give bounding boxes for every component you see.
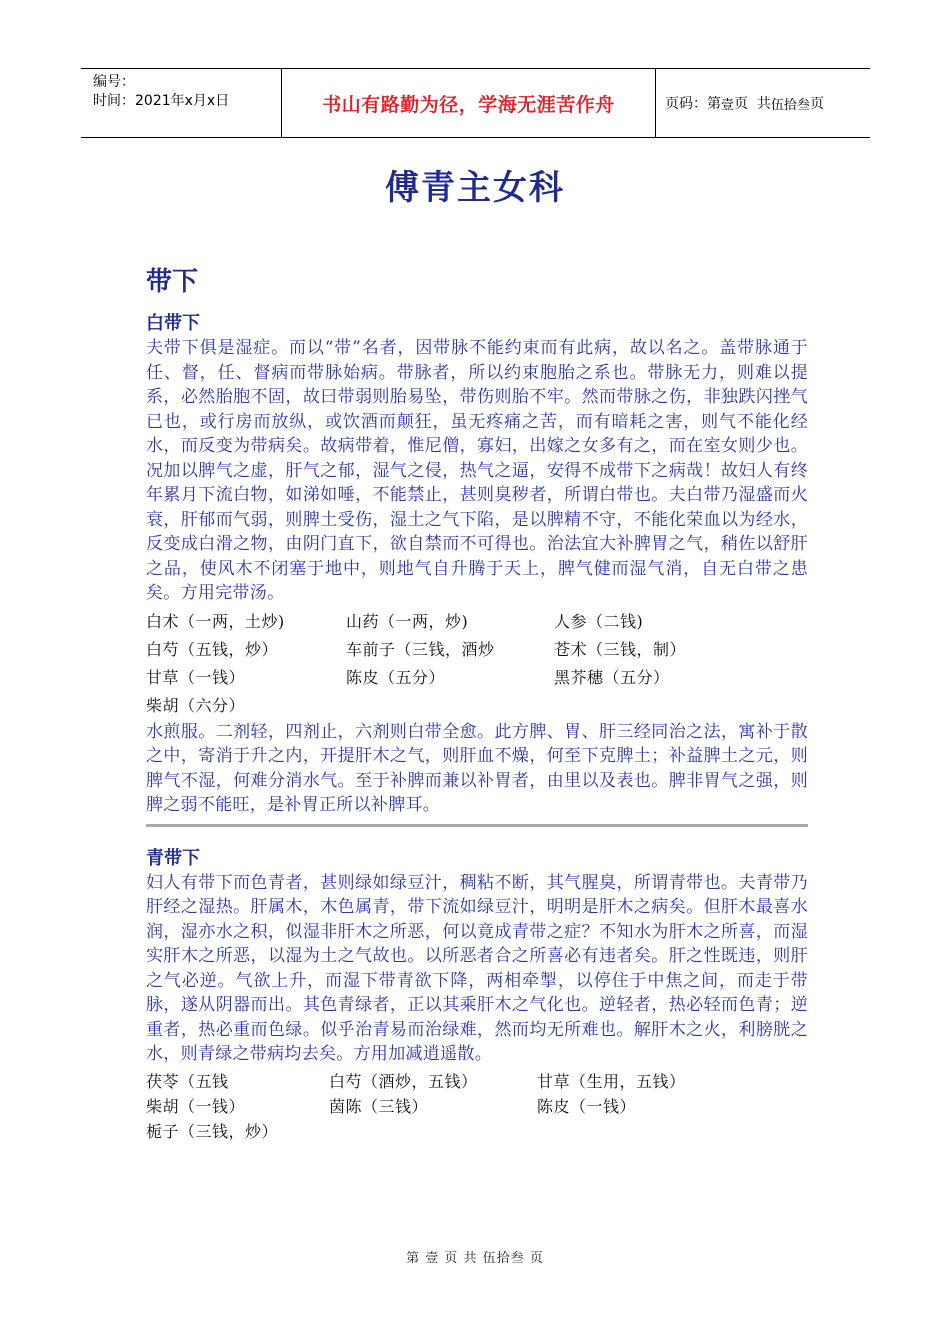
date-label: 时间：2021年x月x日 [93,93,230,109]
header-meta [81,69,282,137]
page-end: 页 [809,96,824,112]
herb-item: 白芍（酒炒，五钱） [329,1071,478,1091]
herb-item: 茯苓（五钱 [146,1071,229,1091]
header-motto: 书山有路勤为径，学海无涯苦作舟 [282,69,656,137]
page-mid: 页 共 [734,96,771,112]
herb-item: 陈皮（一钱） [537,1096,637,1116]
herb-item: 茵陈（三钱） [329,1096,429,1116]
subsection-title-white: 白带下 [146,313,200,334]
paragraph-white-usage: 水煎服。二剂轻，四剂止，六剂则白带全愈。此方脾、胃、肝三经同治之法，寓补于散之中，寄消于升之内，开提肝木之气，则肝血不燥，何至下克脾土；补益脾土之元，则脾气不湿，何难分消水气。至于补脾而兼以补胃者，由里以及表也。脾非胃气之强，则脾之弱不能旺，是补胃正所以补脾耳。 [146,721,808,815]
herb-list-white [146,608,808,720]
herb-item: 车前子（三钱，酒炒 [346,639,495,659]
paragraph-white-intro: 夫带下俱是湿症。而以“带”名者，因带脉不能约束而有此病，故以名之。盖带脉通于任、督，任、督病而带脉始病。带脉者，所以约束胞胎之系也。带脉无力，则难以提系，必然胎胞不固，故曰带弱则胎易坠，带伤则胎不牢。然而带脉之伤，非独跌闪挫气已也，或行房而放纵，或饮酒而颠狂，虽无疼痛之苦，而有暗耗之害，则气不能化经水，而反变为带病矣。故病带着，惟尼僧，寡妇，出嫁之女多有之，而在室女则少也。况加以脾气之虚，肝气之郁，湿气之侵，热气之逼，安得不成带下之病哉！故妇人有终年累月下流白物，如涕如唾，不能禁止，甚则臭秽者，所谓白带也。夫白带乃湿盛而火衰，肝郁而气弱，则脾土受伤，湿土之气下陷，是以脾精不守，不能化荣血以为经水，反变成白滑之物，由阴门直下，欲自禁而不可得也。治法宜大补脾胃之气，稍佐以舒肝之品，使风木不闭塞于地中，则地气自升腾于天上，脾气健而湿气消，自无白带之患矣。方用完带汤。 [146,338,808,603]
page-total: 伍拾叁 [770,97,810,113]
page-number: 壹 [721,97,735,113]
herb-item: 柴胡（六分） [146,695,246,715]
herb-item: 苍术（三钱，制） [554,639,687,659]
herb-item: 山药（一两，炒) [346,611,469,631]
herb-item: 甘草（生用，五钱） [537,1071,686,1091]
herb-item: 白术（一两，土炒) [146,611,285,631]
herb-item: 柴胡（一钱） [146,1096,246,1116]
content-body [146,264,808,1144]
number-label: 编号： [93,74,135,90]
document-title: 傅青主女科 [385,168,565,208]
header-table [81,68,870,138]
herb-list-green [146,1069,808,1144]
herb-item: 白芍（五钱，炒） [146,639,279,659]
herb-item: 甘草（一钱） [146,667,246,687]
section-divider [146,824,808,827]
herb-item: 陈皮（五分） [346,667,446,687]
page-label: 页码：第 [665,96,721,112]
header-page-info [656,69,870,137]
page-footer: 第 壹 页 共 伍拾叁 页 [406,1251,544,1266]
herb-item: 栀子（三钱，炒） [146,1121,279,1141]
subsection-title-green: 青带下 [146,847,200,869]
herb-item: 人参（二钱) [554,611,644,631]
herb-item: 黑芥穗（五分） [554,667,670,687]
section-title: 带下 [146,267,199,297]
paragraph-green-intro: 妇人有带下而色青者，甚则绿如绿豆汁，稠粘不断，其气腥臭，所谓青带也。夫青带乃肝经之湿热。肝属木，木色属青，带下流如绿豆汁，明明是肝木之病矣。但肝木最喜水润，湿亦水之积，似湿非肝木之所恶，何以竟成青带之症？不知水为肝木之所喜，而湿实肝木之所恶，以湿为土之气故也。以所恶者合之所喜必有违者矣。肝之性既违，则肝之气必逆。气欲上升，而湿下带青欲下降，两相牵掣，以停住于中焦之间，而走于带脉，遂从阴器而出。其色青绿者，正以其乘肝木之气化也。逆轻者，热必轻而色青；逆重者，热必重而色绿。似乎治青易而治绿难，然而均无所难也。解肝木之火，利膀胱之水，则青绿之带病均去矣。方用加减逍遥散。 [146,872,808,1064]
